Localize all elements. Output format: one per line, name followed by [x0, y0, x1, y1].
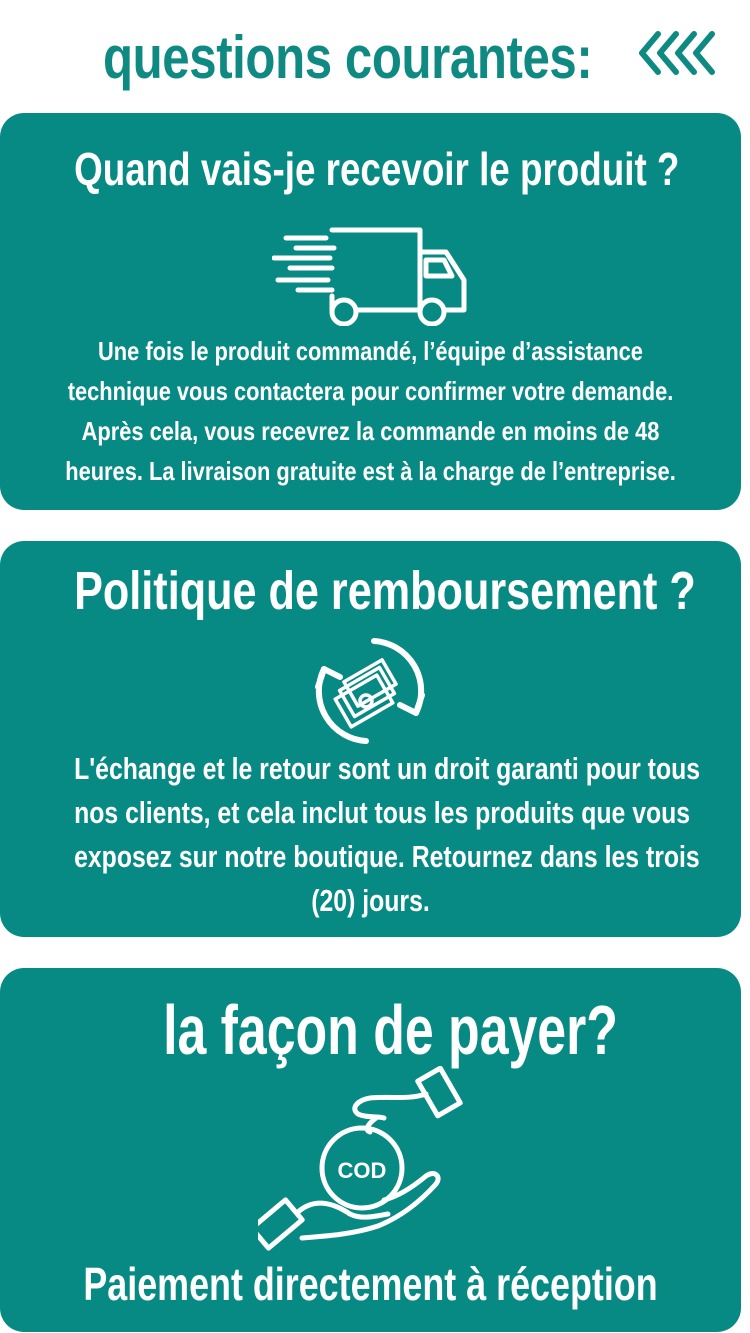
answer-line: exposez sur notre boutique. Retournez dans les trois	[74, 839, 700, 874]
faq-question: Quand vais-je recevoir le produit ?	[74, 143, 680, 195]
double-chevron-left-icon	[636, 30, 726, 76]
delivery-truck-icon	[272, 226, 468, 326]
cod-label: COD	[337, 1158, 387, 1183]
faq-card-delivery	[0, 113, 741, 510]
page-title: questions courantes:	[103, 24, 593, 91]
cash-on-delivery-icon	[258, 1066, 470, 1252]
faq-answer	[0, 331, 741, 491]
header	[0, 18, 750, 98]
answer-line: Une fois le produit commandé, l’équipe d’assistance	[98, 336, 643, 366]
money-refund-icon	[312, 633, 428, 749]
faq-answer	[0, 747, 741, 923]
faq-card-refund	[0, 541, 741, 937]
faq-question: la façon de payer?	[163, 991, 618, 1069]
answer-line: L'échange et le retour sont un droit garanti pour tous	[74, 751, 701, 786]
answer-line: nos clients, et cela inclut tous les produits que vous	[74, 795, 691, 830]
answer-line: Paiement directement à réception	[83, 1258, 658, 1310]
answer-line: technique vous contactera pour confirmer votre demande.	[67, 376, 674, 406]
answer-line: heures. La livraison gratuite est à la charge de l’entreprise.	[65, 456, 676, 486]
faq-answer	[0, 1254, 741, 1314]
answer-line: Après cela, vous recevrez la commande en moins de 48	[81, 416, 660, 446]
answer-line: (20) jours.	[311, 883, 430, 918]
faq-card-payment	[0, 968, 741, 1332]
faq-question: Politique de remboursement ?	[74, 561, 696, 621]
